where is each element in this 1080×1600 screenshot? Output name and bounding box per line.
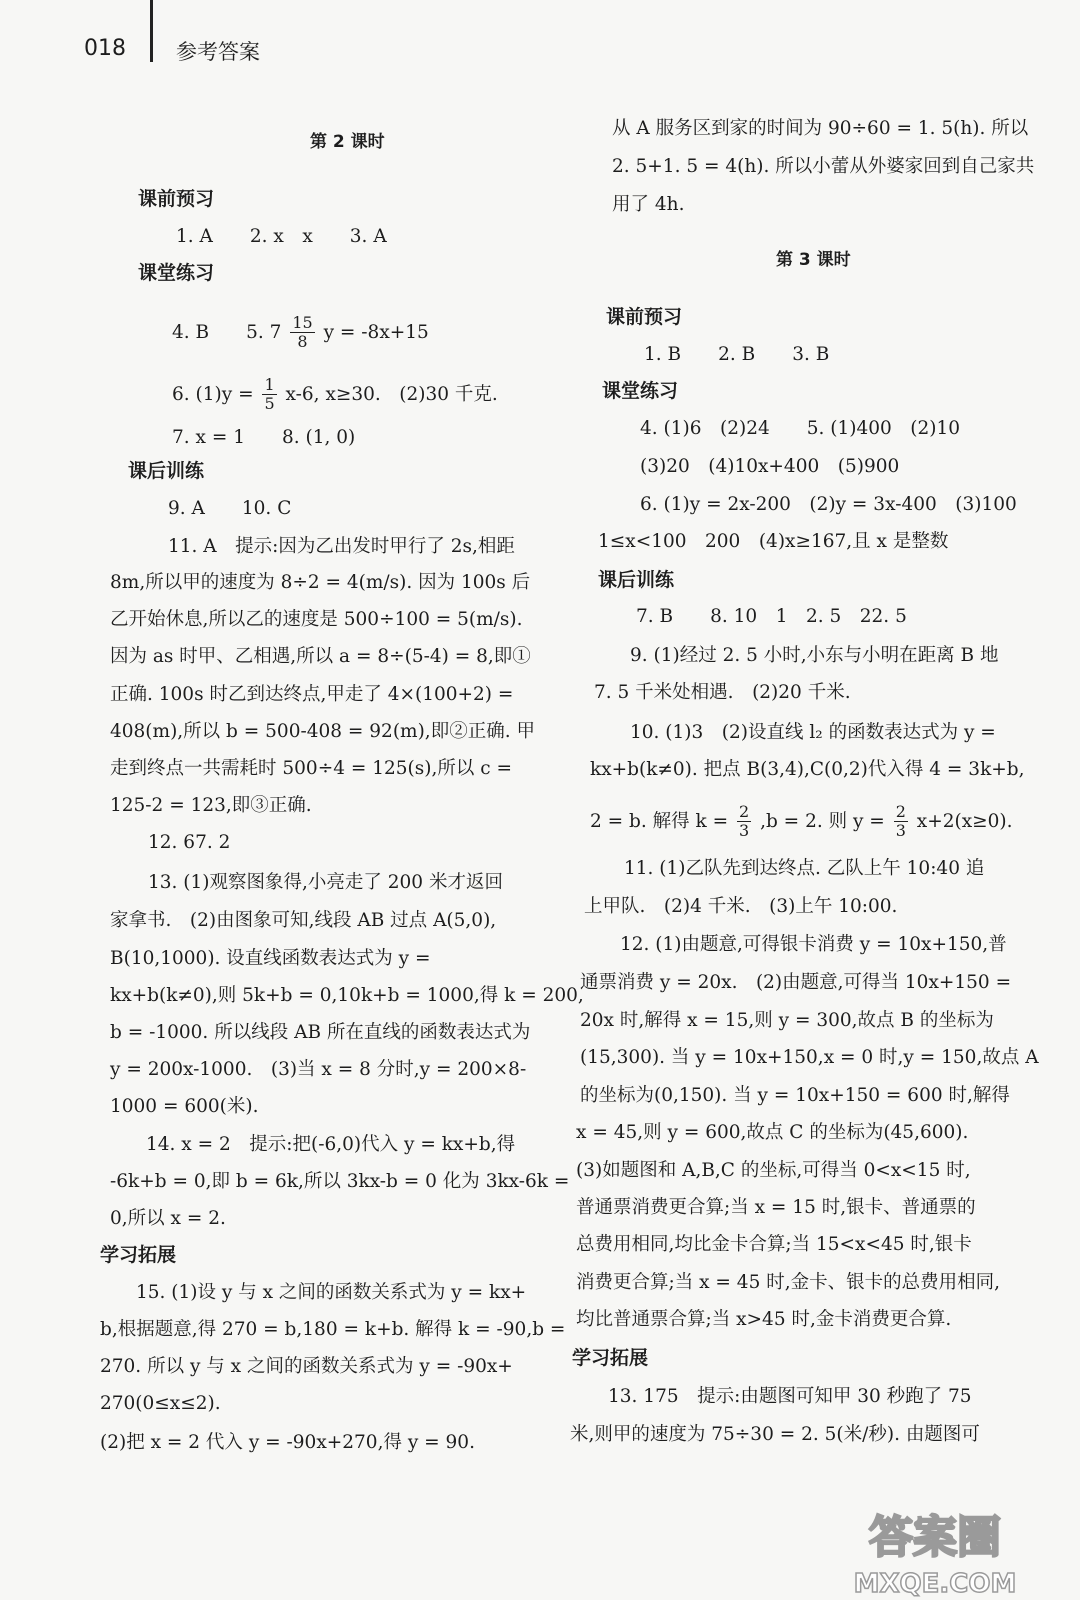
answer-line (172, 314, 429, 352)
answer-line: 走到终点一共需耗时 500÷4 = 125(s),所以 c = (110, 758, 512, 779)
answer-line: 普通票消费更合算;当 x = 15 时,银卡、普通票的 (576, 1197, 976, 1218)
lesson-heading-right: 第 3 课时 (776, 250, 851, 270)
answer-text: 2 = b. 解得 k = (590, 810, 729, 832)
answer-line: 正确. 100s 时乙到达终点,甲走了 4×(100+2) = (110, 684, 514, 705)
watermark-cn: 答案圈 (869, 1512, 1001, 1563)
answer-line: 7. 5 千米处相遇. (2)20 千米. (594, 682, 851, 703)
answer-line: 1. B 2. B 3. B (644, 344, 830, 365)
answer-line: 12. (1)由题意,可得银卡消费 y = 10x+150,普 (620, 934, 1007, 955)
answer-text: x+2(x≥0). (916, 810, 1013, 832)
fraction-denominator: 8 (297, 332, 308, 352)
running-title: 参考答案 (176, 40, 260, 64)
header-divider (150, 0, 153, 62)
answer-line: 408(m),所以 b = 500-408 = 92(m),即②正确. 甲 (110, 721, 535, 742)
answer-line: B(10,1000). 设直线函数表达式为 y = (110, 948, 431, 969)
answer-line: 1≤x<100 200 (4)x≥167,且 x 是整数 (598, 531, 949, 552)
section-class-right: 课堂练习 (602, 380, 679, 402)
answer-text: x-6, x≥30. (2)30 千克. (285, 383, 498, 405)
section-pre-left: 课前预习 (138, 188, 215, 210)
answer-line: 7. B 8. 10 1 2. 5 22. 5 (636, 606, 907, 627)
answer-line: 11. A 提示:因为乙出发时甲行了 2s,相距 (168, 536, 515, 557)
answer-line: 从 A 服务区到家的时间为 90÷60 = 1. 5(h). 所以 (612, 118, 1029, 139)
fraction-denominator: 5 (264, 394, 275, 414)
answer-line: -6k+b = 0,即 b = 6k,所以 3kx-b = 0 化为 3kx-6k = (110, 1171, 570, 1192)
section-ext-left: 学习拓展 (100, 1244, 177, 1266)
answer-line: (3)20 (4)10x+400 (5)900 (640, 456, 900, 477)
answer-line: 6. (1)y = 2x-200 (2)y = 3x-400 (3)100 (640, 494, 1017, 515)
fraction-denominator: 3 (739, 821, 750, 841)
answer-line: 上甲队. (2)4 千米. (3)上午 10:00. (584, 896, 898, 917)
fraction-numerator: 15 (292, 313, 313, 332)
fraction-numerator: 2 (739, 802, 750, 821)
answer-line: kx+b(k≠0),则 5k+b = 0,10k+b = 1000,得 k = 200, (110, 985, 584, 1006)
answer-line: 的坐标为(0,150). 当 y = 10x+150 = 600 时,解得 (580, 1085, 1010, 1106)
answer-line: 4. (1)6 (2)24 5. (1)400 (2)10 (640, 418, 961, 439)
answer-text: y = -8x+15 (323, 321, 429, 343)
answer-line: 总费用相同,均比金卡合算;当 15<x<45 时,银卡 (576, 1234, 972, 1255)
answer-line: 乙开始休息,所以乙的速度是 500÷100 = 5(m/s). (110, 609, 523, 630)
fraction (262, 376, 276, 414)
answer-line (590, 803, 1013, 841)
answer-line: 8m,所以甲的速度为 8÷2 = 4(m/s). 因为 100s 后 (110, 572, 531, 593)
section-pre-right: 课前预习 (606, 306, 683, 328)
answer-line: 因为 as 时甲、乙相遇,所以 a = 8÷(5-4) = 8,即① (110, 646, 531, 667)
fraction (737, 803, 751, 841)
fraction-numerator: 1 (264, 375, 275, 394)
answer-text: ,b = 2. 则 y = (760, 810, 885, 832)
fraction (894, 803, 908, 841)
answer-text: 6. (1)y = (172, 383, 254, 405)
answer-line: 1000 = 600(米). (110, 1096, 259, 1117)
answer-line: b,根据题意,得 270 = b,180 = k+b. 解得 k = -90,b = (100, 1319, 566, 1340)
answer-line (172, 376, 498, 414)
watermark-en: MXQE.COM (853, 1569, 1017, 1599)
section-class-left: 课堂练习 (138, 262, 215, 284)
answer-line: 270. 所以 y 与 x 之间的函数关系式为 y = -90x+ (100, 1356, 513, 1377)
fraction (290, 314, 314, 352)
answer-line: 7. x = 1 8. (1, 0) (172, 427, 356, 448)
answer-line: 2. 5+1. 5 = 4(h). 所以小蕾从外婆家回到自己家共 (612, 156, 1035, 177)
answer-line: 11. (1)乙队先到达终点. 乙队上午 10:40 追 (624, 858, 985, 879)
answer-line: 米,则甲的速度为 75÷30 = 2. 5(米/秒). 由题图可 (570, 1424, 980, 1445)
answer-line: 均比普通票合算;当 x>45 时,金卡消费更合算. (576, 1309, 952, 1330)
answer-line: 通票消费 y = 20x. (2)由题意,可得当 10x+150 = (580, 972, 1012, 993)
fraction-denominator: 3 (895, 821, 906, 841)
section-ext-right: 学习拓展 (572, 1347, 649, 1369)
watermark-logo (830, 1500, 1040, 1600)
answer-line: 9. A 10. C (168, 498, 292, 519)
page-number: 018 (84, 36, 126, 61)
answer-line: 125-2 = 123,即③正确. (110, 795, 312, 816)
answer-line: 13. (1)观察图象得,小亮走了 200 米才返回 (148, 872, 503, 893)
answer-line: 9. (1)经过 2. 5 小时,小东与小明在距离 B 地 (630, 645, 999, 666)
answer-line: 15. (1)设 y 与 x 之间的函数关系式为 y = kx+ (136, 1282, 527, 1303)
answer-line: kx+b(k≠0). 把点 B(3,4),C(0,2)代入得 4 = 3k+b, (590, 759, 1025, 780)
answer-line: 0,所以 x = 2. (110, 1208, 226, 1229)
answer-line: (2)把 x = 2 代入 y = -90x+270,得 y = 90. (100, 1432, 475, 1453)
answer-line: y = 200x-1000. (3)当 x = 8 分时,y = 200×8- (110, 1059, 527, 1080)
answer-text: 4. B 5. 7 (172, 321, 282, 343)
answer-line: b = -1000. 所以线段 AB 所在直线的函数表达式为 (110, 1022, 531, 1043)
answer-line: 1. A 2. x x 3. A (176, 226, 387, 247)
answer-line: 10. (1)3 (2)设直线 l₂ 的函数表达式为 y = (630, 722, 996, 743)
section-after-left: 课后训练 (128, 460, 205, 482)
answer-line: 270(0≤x≤2). (100, 1393, 221, 1414)
section-after-right: 课后训练 (598, 569, 675, 591)
answer-line: (3)如题图和 A,B,C 的坐标,可得当 0<x<15 时, (576, 1160, 971, 1181)
answer-line: 用了 4h. (612, 194, 685, 215)
answer-line: 消费更合算;当 x = 45 时,金卡、银卡的总费用相同, (576, 1272, 1000, 1293)
answer-line: 12. 67. 2 (148, 832, 231, 853)
answer-line: x = 45,则 y = 600,故点 C 的坐标为(45,600). (576, 1122, 969, 1143)
answer-line: 家拿书. (2)由图象可知,线段 AB 过点 A(5,0), (110, 910, 497, 931)
answer-line: 14. x = 2 提示:把(-6,0)代入 y = kx+b,得 (146, 1134, 516, 1155)
lesson-heading-left: 第 2 课时 (310, 132, 385, 152)
answer-line: (15,300). 当 y = 10x+150,x = 0 时,y = 150,故点 A (580, 1047, 1039, 1068)
answer-line: 20x 时,解得 x = 15,则 y = 300,故点 B 的坐标为 (580, 1010, 994, 1031)
fraction-numerator: 2 (895, 802, 906, 821)
answer-line: 13. 175 提示:由题图可知甲 30 秒跑了 75 (608, 1386, 972, 1407)
